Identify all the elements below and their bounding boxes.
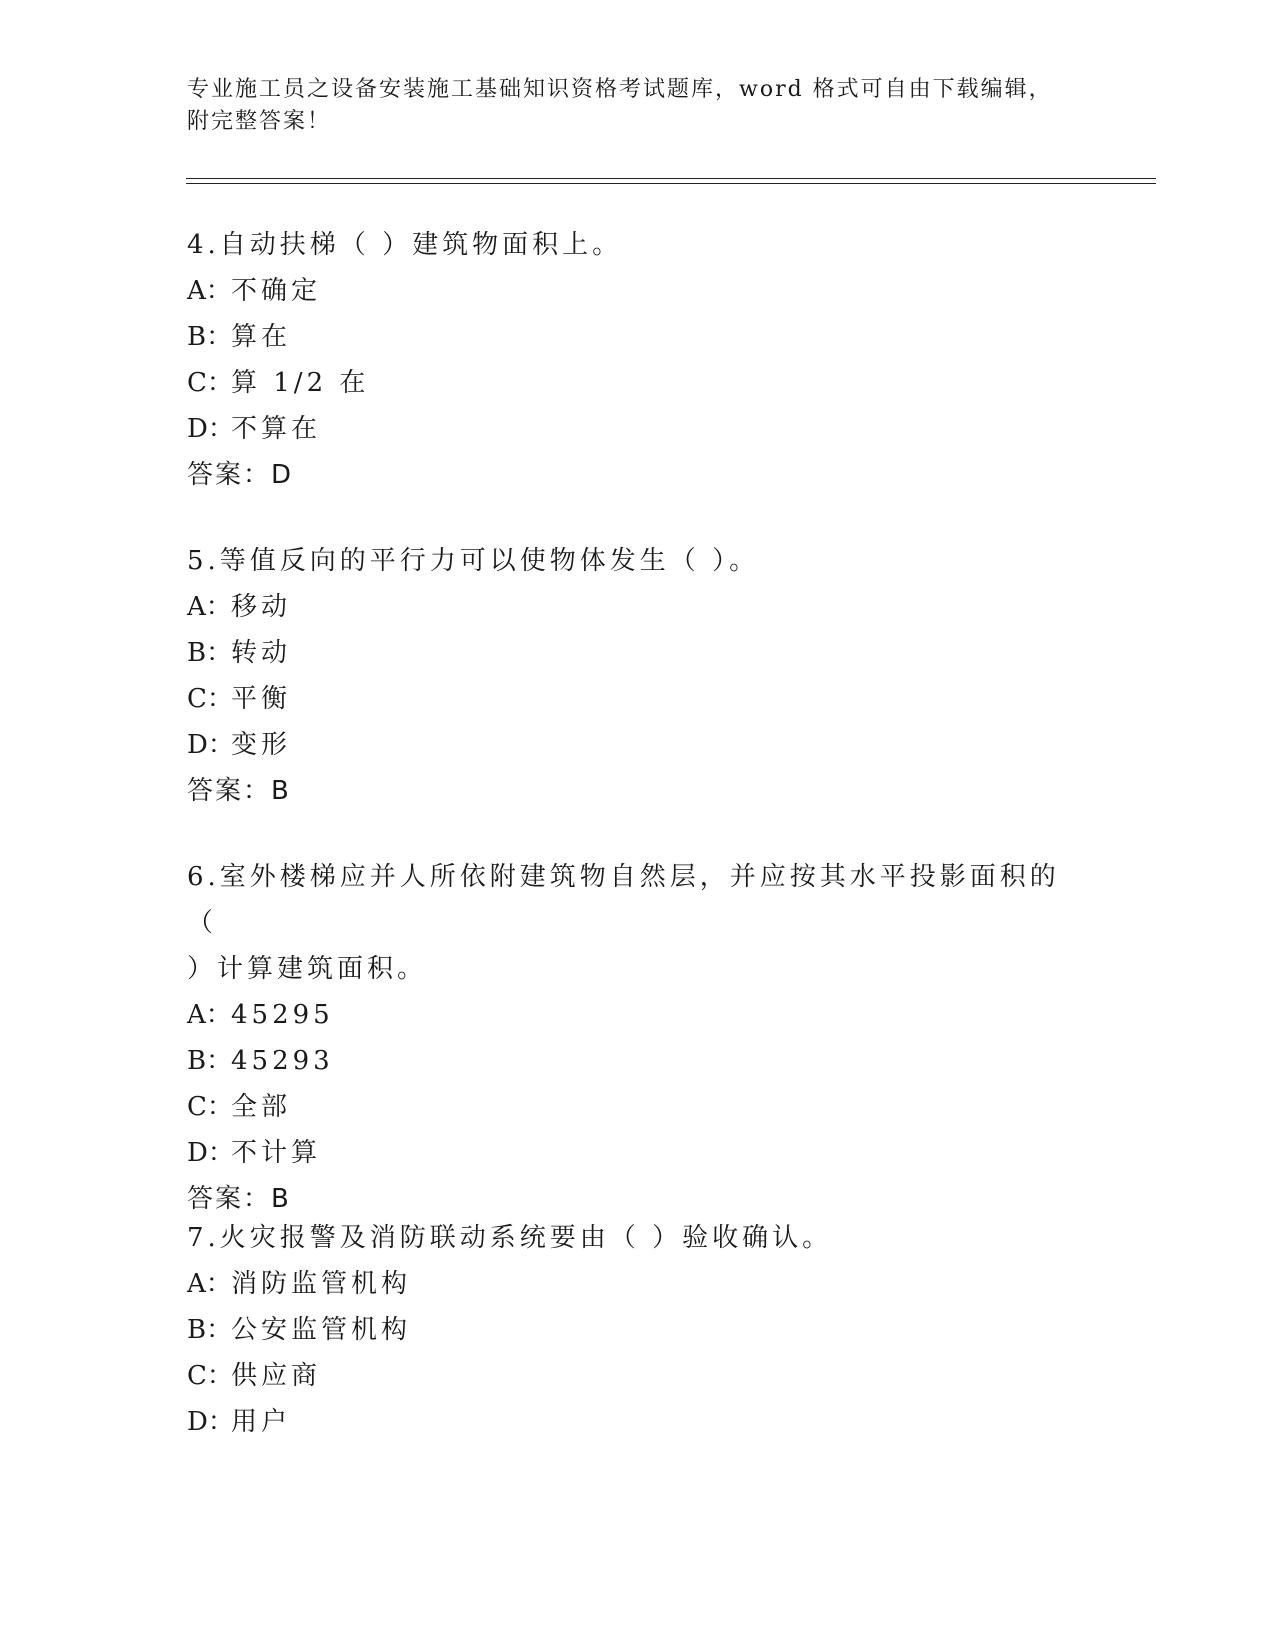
option-c	[187, 1084, 1087, 1130]
option-letter: D：	[187, 1407, 234, 1437]
option-d	[187, 1130, 1087, 1176]
answer-line: 答案：B	[187, 1184, 291, 1214]
option-text: 公安监管机构	[231, 1315, 412, 1345]
option-letter: B：	[187, 1046, 233, 1076]
option-letter: D：	[187, 730, 234, 760]
option-letter: A：	[187, 276, 232, 306]
option-c	[187, 360, 1087, 406]
question-stem-line-2: ）计算建筑面积。	[187, 954, 428, 984]
option-b	[187, 1038, 1087, 1084]
option-text: 转动	[231, 638, 292, 668]
option-text: 变形	[231, 730, 292, 760]
option-letter: B：	[187, 638, 233, 668]
option-text: 用户	[231, 1407, 292, 1437]
option-b	[187, 630, 1087, 676]
question-5	[187, 538, 1087, 814]
option-letter: C：	[187, 684, 233, 714]
option-a	[187, 584, 1087, 630]
option-text: 消防监管机构	[231, 1269, 412, 1299]
option-b	[187, 1307, 1087, 1353]
answer-line: 答案：D	[187, 460, 294, 490]
option-letter: C：	[187, 1092, 233, 1122]
document-header	[187, 74, 1087, 138]
option-b	[187, 314, 1087, 360]
option-text: 不确定	[231, 276, 322, 306]
option-letter: C：	[187, 368, 233, 398]
option-letter: C：	[187, 1361, 233, 1391]
option-text: 供应商	[231, 1361, 322, 1391]
option-d	[187, 722, 1087, 768]
question-stem: 7.火灾报警及消防联动系统要由（ ）验收确认。	[187, 1223, 833, 1253]
option-d	[187, 406, 1087, 452]
option-text: 算 1/2 在	[231, 368, 370, 398]
option-letter: A：	[187, 1000, 232, 1030]
answer-line: 答案：B	[187, 776, 291, 806]
option-text: 全部	[231, 1092, 292, 1122]
option-letter: D：	[187, 414, 234, 444]
option-d	[187, 1399, 1087, 1445]
question-stem-line-1: 6.室外楼梯应并人所依附建筑物自然层，并应按其水平投影面积的（	[187, 862, 1060, 938]
option-text: 平衡	[231, 684, 292, 714]
header-line-1: 专业施工员之设备安装施工基础知识资格考试题库，word 格式可自由下载编辑，	[187, 77, 1053, 102]
option-c	[187, 1353, 1087, 1399]
question-stem: 5.等值反向的平行力可以使物体发生（ ）。	[187, 546, 760, 576]
option-text: 45293	[231, 1046, 334, 1076]
option-text: 不计算	[231, 1138, 322, 1168]
option-letter: A：	[187, 592, 232, 622]
question-stem: 4.自动扶梯（ ）建筑物面积上。	[187, 230, 623, 260]
option-letter: B：	[187, 1315, 233, 1345]
option-text: 移动	[231, 592, 292, 622]
question-7	[187, 1215, 1087, 1445]
option-a	[187, 992, 1087, 1038]
header-double-rule	[186, 178, 1156, 184]
option-letter: B：	[187, 322, 233, 352]
option-letter: D：	[187, 1138, 234, 1168]
question-6	[187, 854, 1087, 1222]
option-a	[187, 1261, 1087, 1307]
option-letter: A：	[187, 1269, 232, 1299]
option-text: 45295	[231, 1000, 334, 1030]
option-c	[187, 676, 1087, 722]
option-text: 不算在	[231, 414, 322, 444]
option-a	[187, 268, 1087, 314]
question-4	[187, 222, 1087, 498]
header-line-2: 附完整答案！	[187, 109, 332, 134]
option-text: 算在	[231, 322, 292, 352]
